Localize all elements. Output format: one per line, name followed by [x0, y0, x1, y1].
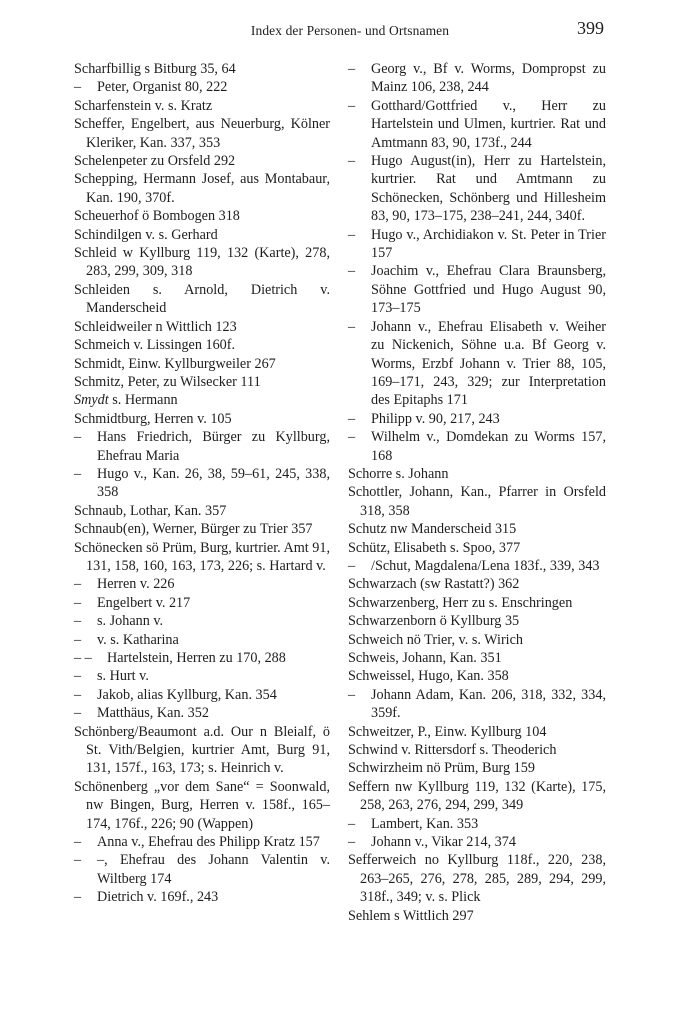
entry-text: Gotthard/Gottfried v., Herr zu Hartelstein und Ulmen, kurtrier. Rat und Amtmann 83, 90, 173f., 244 [371, 97, 606, 151]
entry-text: Lambert, Kan. 353 [371, 815, 479, 832]
index-entry [74, 207, 330, 225]
entry-text: Schleiden s. Arnold, Dietrich v. Manderscheid [74, 281, 330, 317]
entry-text: Scharfbillig s Bitburg 35, 64 [74, 61, 236, 77]
entry-text: Johann v., Vikar 214, 374 [371, 834, 516, 851]
index-entry [74, 539, 330, 576]
entry-text: Hugo August(in), Herr zu Hartelstein, kurtrier. Rat und Amtmann zu Schönecken, Schönberg und Hillesheim 83, 90, 173–175, 238–241, 244, 340f. [371, 153, 606, 225]
entry-text: s. Hurt v. [97, 668, 149, 685]
entry-text: Schutz nw Manderscheid 315 [348, 521, 517, 538]
subentry-dash-marker: – [348, 686, 356, 703]
entry-text: Schönberg/Beaumont a.d. Our n Bleialf, ö St. Vith/Belgien, kurtrier Amt, Burg 91, 131, 157f., 163, 173; s. Heinrich v. [74, 723, 330, 777]
entry-text: Dietrich v. 169f., 243 [97, 889, 219, 906]
index-subentry [74, 78, 330, 96]
entry-text: Scheuerhof ö Bombogen 318 [74, 208, 240, 225]
index-subentry [74, 704, 330, 722]
index-subentry [348, 262, 606, 317]
entry-text: Johann Adam, Kan. 206, 318, 332, 334, 359f. [371, 686, 606, 722]
entry-text: Philipp v. 90, 217, 243 [371, 410, 500, 427]
entry-text: Schorre s. Johann [348, 465, 449, 482]
entry-text: Schindilgen v. s. Gerhard [74, 226, 218, 243]
entry-text: s. Johann v. [97, 613, 164, 630]
entry-text: Peter, Organist 80, 222 [97, 79, 228, 96]
index-entry [348, 575, 606, 593]
index-entry [74, 60, 330, 78]
index-entry [74, 502, 330, 520]
subentry-dash-marker: – [348, 97, 356, 114]
entry-text: Schönenberg „vor dem Sane“ = Soonwald, nw Bingen, Burg, Herren v. 158f., 165–174, 176f., 226; 90 (Wappen) [74, 778, 330, 832]
entry-text: Georg v., Bf v. Worms, Dompropst zu Mainz 106, 238, 244 [371, 61, 606, 96]
index-entry [348, 612, 606, 630]
entry-text: Schelenpeter zu Orsfeld 292 [74, 153, 236, 170]
subentry-dash-marker: – [74, 613, 82, 630]
subentry-dash-marker: – [74, 576, 82, 593]
entry-text: s. Hermann [108, 392, 178, 409]
entry-text: Schnaub, Lothar, Kan. 357 [74, 502, 227, 519]
entry-text: Schwarzenborn ö Kyllburg 35 [348, 613, 520, 630]
index-entry [348, 907, 606, 925]
entry-text: Schütz, Elisabeth s. Spoo, 377 [348, 539, 521, 556]
subentry-dash-marker: – [348, 815, 356, 832]
index-entry [348, 667, 606, 685]
entry-text: Schwarzenberg, Herr zu s. Enschringen [348, 594, 573, 611]
index-subentry [74, 612, 330, 630]
subentry-dash-marker: – [348, 226, 356, 243]
subentry-dash-marker: – [74, 889, 82, 906]
entry-text: Schepping, Hermann Josef, aus Montabaur, Kan. 190, 370f. [74, 171, 330, 206]
entry-text: Herren v. 226 [97, 576, 175, 593]
page-header [0, 18, 700, 46]
index-entry [74, 226, 330, 244]
index-subentry [74, 888, 330, 906]
entry-text: Engelbert v. 217 [97, 594, 191, 611]
subentry-dash-marker: – [74, 429, 82, 446]
subentry-dash-marker: – [74, 834, 82, 851]
index-subentry [74, 465, 330, 502]
entry-text: Schwarzach (sw Rastatt?) 362 [348, 576, 520, 593]
entry-text: –, Ehefrau des Johann Valentin v. Wiltberg 174 [97, 852, 330, 887]
index-subentry [348, 428, 606, 465]
subentry-dash-marker: – [348, 429, 356, 446]
entry-text: Hartelstein, Herren zu 170, 288 [107, 650, 286, 666]
subentry-dash-marker: – [74, 594, 82, 611]
index-entry [74, 170, 330, 207]
index-entry [348, 465, 606, 483]
index-entry [74, 778, 330, 833]
entry-text: Seffern nw Kyllburg 119, 132 (Karte), 175, 258, 263, 276, 294, 299, 349 [348, 778, 606, 814]
entry-text: v. s. Katharina [97, 631, 179, 648]
index-subentry [348, 152, 606, 226]
index-subentry [348, 686, 606, 723]
entry-text: Schwirzheim nö Prüm, Burg 159 [348, 760, 535, 777]
entry-text: Schmitz, Peter, zu Wilsecker 111 [74, 373, 261, 390]
index-entry [348, 723, 606, 741]
entry-text: Schweitzer, P., Einw. Kyllburg 104 [348, 723, 547, 740]
index-subentry [74, 594, 330, 612]
index-entry [348, 759, 606, 777]
index-entry [74, 336, 330, 354]
entry-text: Schottler, Johann, Kan., Pfarrer in Orsfeld 318, 358 [348, 484, 606, 519]
index-subentry [74, 686, 330, 704]
index-column-right [348, 60, 606, 925]
index-subentry [348, 318, 606, 410]
entry-text: Schmeich v. Lissingen 160f. [74, 337, 236, 354]
entry-text: Johann v., Ehefrau Elisabeth v. Weiher zu Nickenich, Söhne u.a. Bf Georg v. Worms, Erzbf Johann v. Trier 88, 105, 169–171, 243, 329; zur Interpretation des Epitaphs 171 [371, 318, 606, 409]
index-entry [348, 520, 606, 538]
index-entry [74, 391, 330, 409]
subentry-dash-marker: – [74, 705, 82, 722]
subentry-dash-marker: – [348, 410, 356, 427]
index-entry [74, 281, 330, 318]
entry-text: Jakob, alias Kyllburg, Kan. 354 [97, 686, 277, 703]
index-entry [348, 649, 606, 667]
index-entry [74, 244, 330, 281]
index-entry [74, 520, 330, 538]
entry-text: Schweich nö Trier, v. s. Wirich [348, 631, 524, 648]
index-subentry [348, 97, 606, 152]
entry-text: Wilhelm v., Domdekan zu Worms 157, 168 [371, 429, 606, 464]
index-entry [74, 410, 330, 428]
entry-text: Joachim v., Ehefrau Clara Braunsberg, Söhne Gottfried und Hugo August 90, 173–175 [371, 263, 606, 317]
index-entry [74, 152, 330, 170]
index-entry [74, 115, 330, 152]
page-number: 399 [577, 18, 604, 38]
subentry-dash-marker: – [74, 465, 82, 482]
entry-text: Schleid w Kyllburg 119, 132 (Karte), 278, 283, 299, 309, 318 [74, 245, 330, 280]
entry-text: Hans Friedrich, Bürger zu Kyllburg, Ehefrau Maria [97, 429, 330, 464]
index-subentry [74, 428, 330, 465]
entry-italic-term: Smydt [74, 392, 109, 409]
index-entry [348, 483, 606, 520]
subentry-dash-marker: – [348, 263, 356, 280]
subentry-dash-marker: – [348, 318, 356, 335]
subentry-dash-marker: – [348, 153, 356, 170]
entry-text: Schweissel, Hugo, Kan. 358 [348, 668, 509, 685]
running-head: Index der Personen- und Ortsnamen [250, 23, 450, 38]
index-entry [348, 539, 606, 557]
entry-text: Scharfenstein v. s. Kratz [74, 97, 213, 114]
index-entry [348, 778, 606, 815]
index-subentry [348, 410, 606, 428]
index-subentry [74, 667, 330, 685]
entry-text: Scheffer, Engelbert, aus Neuerburg, Kölner Kleriker, Kan. 337, 353 [74, 116, 330, 151]
index-subentry [74, 575, 330, 593]
subentry-dash-marker: – [74, 852, 82, 869]
entry-text: Hugo v., Kan. 26, 38, 59–61, 245, 338, 358 [97, 465, 330, 501]
subentry-dash-marker: – [74, 631, 82, 648]
entry-text: Schnaub(en), Werner, Bürger zu Trier 357 [74, 521, 313, 538]
index-entry [74, 97, 330, 115]
index-entry [348, 741, 606, 759]
entry-text: Matthäus, Kan. 352 [97, 705, 209, 722]
index-subentry [74, 631, 330, 649]
subentry-dash-marker: – [74, 668, 82, 685]
index-subentry [348, 226, 606, 263]
index-subentry [74, 833, 330, 851]
index-entry [74, 373, 330, 391]
entry-text: Schmidtburg, Herren v. 105 [74, 410, 232, 427]
index-entry [348, 631, 606, 649]
index-subentry [348, 815, 606, 833]
subentry-dash-marker: – [348, 61, 356, 77]
index-column-left [74, 60, 330, 907]
entry-text: Hugo v., Archidiakon v. St. Peter in Trier 157 [371, 226, 606, 262]
subentry-dash-marker: – [348, 557, 356, 574]
entry-text: /Schut, Magdalena/Lena 183f., 339, 343 [371, 557, 600, 574]
index-entry [348, 594, 606, 612]
entry-text: Sefferweich no Kyllburg 118f., 220, 238, 263–265, 276, 278, 285, 289, 294, 299, 318f., 349; v. s. Plick [348, 852, 606, 906]
subentry-dash-marker: – [74, 79, 82, 96]
index-entry [74, 318, 330, 336]
index-entry [74, 355, 330, 373]
subentry-dash-marker: – [348, 834, 356, 851]
index-subentry [74, 851, 330, 888]
index-subentry [348, 60, 606, 97]
entry-text: Anna v., Ehefrau des Philipp Kratz 157 [97, 834, 320, 851]
index-entry [74, 723, 330, 778]
entry-text: Schmidt, Einw. Kyllburgweiler 267 [74, 355, 276, 372]
entry-text: Schwind v. Rittersdorf s. Theoderich [348, 742, 557, 759]
entry-text: Schleidweiler n Wittlich 123 [74, 318, 237, 335]
index-entry [348, 851, 606, 906]
index-subentry [348, 557, 606, 575]
subentry-dash-marker: – – [74, 650, 92, 666]
index-subentry [348, 833, 606, 851]
index-subentry [74, 649, 330, 667]
entry-text: Schweis, Johann, Kan. 351 [348, 650, 502, 666]
subentry-dash-marker: – [74, 686, 82, 703]
entry-text: Schönecken sö Prüm, Burg, kurtrier. Amt 91, 131, 158, 160, 163, 173, 226; s. Hartard v. [74, 539, 330, 574]
entry-text: Sehlem s Wittlich 297 [348, 907, 474, 924]
